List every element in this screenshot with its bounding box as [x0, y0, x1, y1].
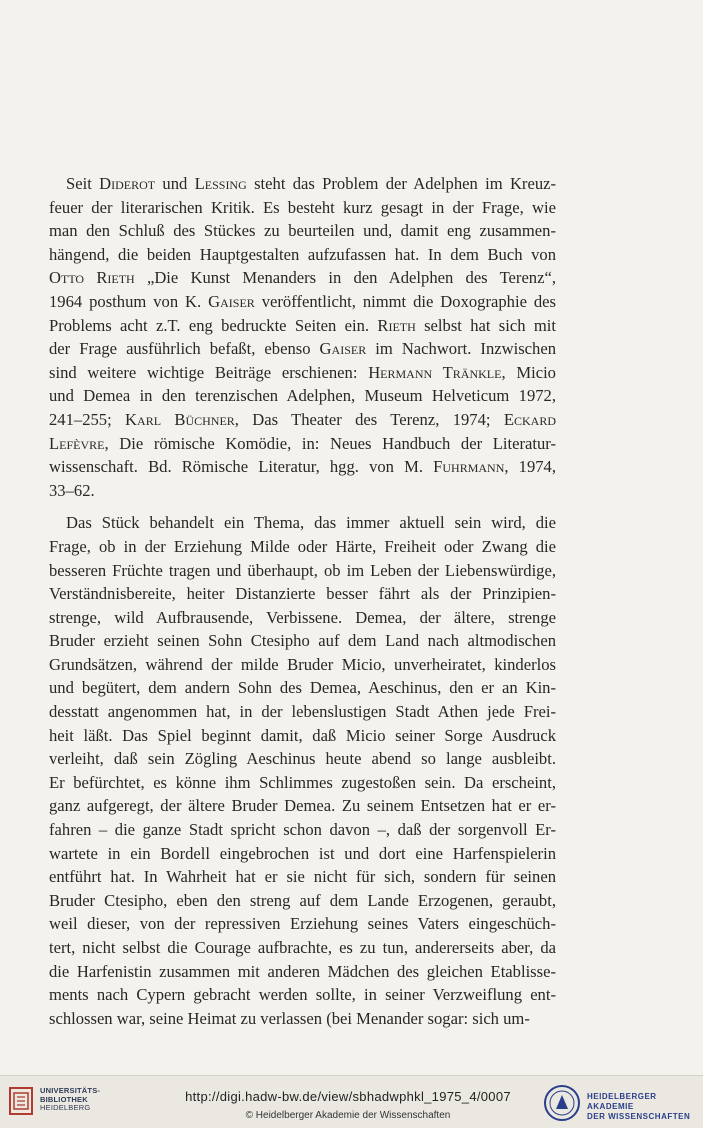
text-segment: Er befürchtet, es könne ihm Schlimmes zugestoßen sein. Da erscheint,: [49, 772, 556, 792]
author-name: Fuhrmann: [433, 457, 505, 477]
text-segment: Grundsätzen, während der milde Bruder Micio, unverheiratet, kinderlos: [49, 654, 556, 674]
text-segment: Seit: [66, 174, 100, 193]
text-line: [49, 747, 556, 771]
text-segment: und: [155, 174, 195, 193]
text-segment: desstatt angenommen hat, in der lebenslustigen Stadt Athen jede Frei-: [49, 702, 556, 722]
text-line: [49, 676, 556, 700]
text-segment: steht das Problem der Adelphen im Kreuz-: [246, 174, 557, 193]
text-line: [49, 361, 556, 385]
author-name: Gaiser: [208, 291, 255, 311]
text-line: [49, 724, 556, 748]
text-segment: tert, nicht selbst die Courage aufbrachte, es zu tun, andererseits aber, da: [49, 938, 556, 957]
library-logo-icon[interactable]: [8, 1084, 36, 1118]
text-segment: ments nach Cypern gebracht werden sollte, in seiner Verzweiflung ent-: [49, 985, 556, 1005]
text-line: [49, 337, 556, 361]
text-line: [49, 818, 556, 842]
text-line: [49, 889, 556, 913]
text-segment: fahren – die ganze Stadt spricht schon davon –, daß der sorgenvoll Er-: [49, 820, 556, 840]
footer-bar: [0, 1075, 703, 1128]
text-segment: Problems acht z.T. eng bedruckte Seiten ein.: [49, 315, 378, 335]
text-line: [49, 606, 556, 630]
academy-name-line-2: DER WISSENSCHAFTEN: [587, 1112, 691, 1121]
text-segment: veröffentlicht, nimmt die Doxographie des: [254, 291, 557, 311]
text-line: [49, 700, 556, 724]
copyright-text: © Heidelberger Akademie der Wissenschaften: [245, 1110, 451, 1121]
text-line: [49, 983, 556, 1007]
text-segment: 241–255;: [49, 409, 126, 429]
text-line: [49, 384, 556, 408]
text-segment: entführt hat. In Wahrheit hat er sie nicht für sich, sondern für seinen: [49, 867, 556, 887]
library-name-line-1: UNIVERSITÄTS-: [40, 1086, 101, 1095]
library-name-line-2: BIBLIOTHEK: [40, 1094, 88, 1104]
text-segment: heit läßt. Das Spiel beginnt damit, daß Micio seiner Sorge Ausdruck: [49, 725, 556, 745]
text-line: [49, 582, 556, 606]
text-segment: , 1974,: [504, 457, 556, 477]
author-name: Gaiser: [319, 339, 367, 359]
text-segment: , Micio: [501, 362, 556, 382]
text-segment: wartete in ein Bordell eingebrochen ist und dort eine Harfenspielerin: [49, 843, 556, 863]
text-line: [49, 865, 556, 889]
text-line: [49, 172, 556, 196]
text-segment: Das Stück behandelt ein Thema, das immer aktuell sein wird, die: [66, 513, 556, 533]
text-segment: , Die römische Komödie, in: Neues Handbuch der Literatur-: [104, 433, 556, 453]
text-line: [49, 266, 556, 290]
text-segment: Bruder erzieht seinen Sohn Ctesipho auf dem Land nach altmodischen: [49, 631, 556, 651]
bleed-through-shadow: [58, 62, 558, 157]
library-name[interactable]: [40, 1087, 100, 1113]
text-segment: im Nachwort. Inzwischen: [366, 339, 556, 359]
text-line: [49, 960, 556, 984]
text-segment: schlossen war, seine Heimat zu verlassen (bei Menander sogar: sich um-: [49, 1008, 530, 1028]
text-segment: und Demea in den terenzischen Adelphen, Museum Helveticum 1972,: [49, 386, 556, 406]
library-name-line-3: HEIDELBERG: [40, 1103, 91, 1112]
text-line: [49, 219, 556, 243]
text-segment: , Das Theater des Terenz, 1974;: [234, 409, 504, 429]
text-segment: selbst hat sich mit: [415, 315, 556, 335]
text-segment: die Harfenistin zusammen mit anderen Mädchen des gleichen Etablisse-: [49, 961, 556, 981]
author-name: Rieth: [377, 315, 416, 335]
paragraph-gap: [49, 502, 556, 511]
text-line: [49, 455, 556, 479]
text-segment: Frage, ob in der Erziehung Milde oder Härte, Freiheit oder Zwang die: [49, 536, 556, 556]
text-segment: strenge, wild Aufbrausende, Verbissene. Demea, der ältere, strenge: [49, 607, 556, 627]
author-name: Diderot: [99, 174, 156, 193]
text-line: [49, 912, 556, 936]
author-name: Lefèvre: [49, 433, 105, 453]
author-name: Lessing: [194, 174, 247, 193]
text-segment: 33–62.: [49, 480, 95, 500]
text-line: [49, 936, 556, 960]
text-line: [49, 243, 556, 267]
document-url-link[interactable]: http://digi.hadw-bw.de/view/sbhadwphkl_1975_4/0007: [185, 1089, 511, 1104]
text-line: [49, 842, 556, 866]
text-line: [49, 535, 556, 559]
author-name: Hermann Tränkle: [368, 362, 502, 382]
text-segment: besseren Früchte tragen und überhaupt, ob im Leben der Liebenswürdige,: [49, 560, 556, 580]
text-segment: Verständnisbereite, heiter Distanzierte besser fährt als der Prinzipien-: [49, 584, 556, 604]
text-segment: „Die Kunst Menanders in den Adelphen des Terenz“,: [134, 268, 556, 288]
text-segment: hängend, die beiden Hauptgestalten aufzufassen hat. In dem Buch von: [49, 244, 556, 264]
text-line: [49, 794, 556, 818]
academy-name-line-1: HEIDELBERGER AKADEMIE: [587, 1092, 657, 1111]
text-line: [49, 559, 556, 583]
text-line: [49, 771, 556, 795]
text-segment: und begütert, dem andern Sohn des Demea, Aeschinus, den er an Kin-: [49, 678, 556, 698]
text-line: [49, 629, 556, 653]
text-segment: der Frage ausführlich befaßt, ebenso: [49, 339, 320, 359]
text-line: [49, 432, 556, 456]
text-segment: weil dieser, von der repressiven Erziehung seines Vaters eingeschüch-: [49, 914, 556, 934]
text-line: [49, 511, 556, 535]
text-segment: verleiht, daß sein Zögling Aeschinus heute abend so lange ausbleibt.: [49, 749, 556, 769]
text-segment: wissenschaft. Bd. Römische Literatur, hgg. von M.: [49, 457, 434, 477]
body-text: [49, 172, 556, 1030]
text-segment: feuer der literarischen Kritik. Es besteht kurz gesagt in der Frage, wie: [49, 197, 556, 217]
text-line: [49, 314, 556, 338]
text-segment: man den Schluß des Stückes zu beurteilen und, damit eng zusammen-: [49, 221, 556, 241]
text-line: [49, 290, 556, 314]
author-name: Karl Büchner: [125, 409, 235, 429]
text-line: [49, 479, 556, 503]
text-line: [49, 408, 556, 432]
text-line: [49, 653, 556, 677]
text-segment: sind weitere wichtige Beiträge erschienen:: [49, 362, 369, 382]
academy-name[interactable]: [587, 1092, 703, 1122]
academy-seal-icon[interactable]: [543, 1084, 581, 1122]
text-line: [49, 1007, 556, 1031]
text-segment: 1964 posthum von K.: [49, 291, 209, 311]
text-segment: ganz aufgeregt, der ältere Bruder Demea. Zu seinem Entsetzen hat er er-: [49, 796, 556, 816]
text-line: [49, 196, 556, 220]
author-name: Otto Rieth: [49, 268, 135, 288]
author-name: Eckard: [503, 409, 556, 429]
text-segment: Bruder Ctesipho, eben den streng auf dem Lande Erzogenen, geraubt,: [49, 890, 556, 910]
